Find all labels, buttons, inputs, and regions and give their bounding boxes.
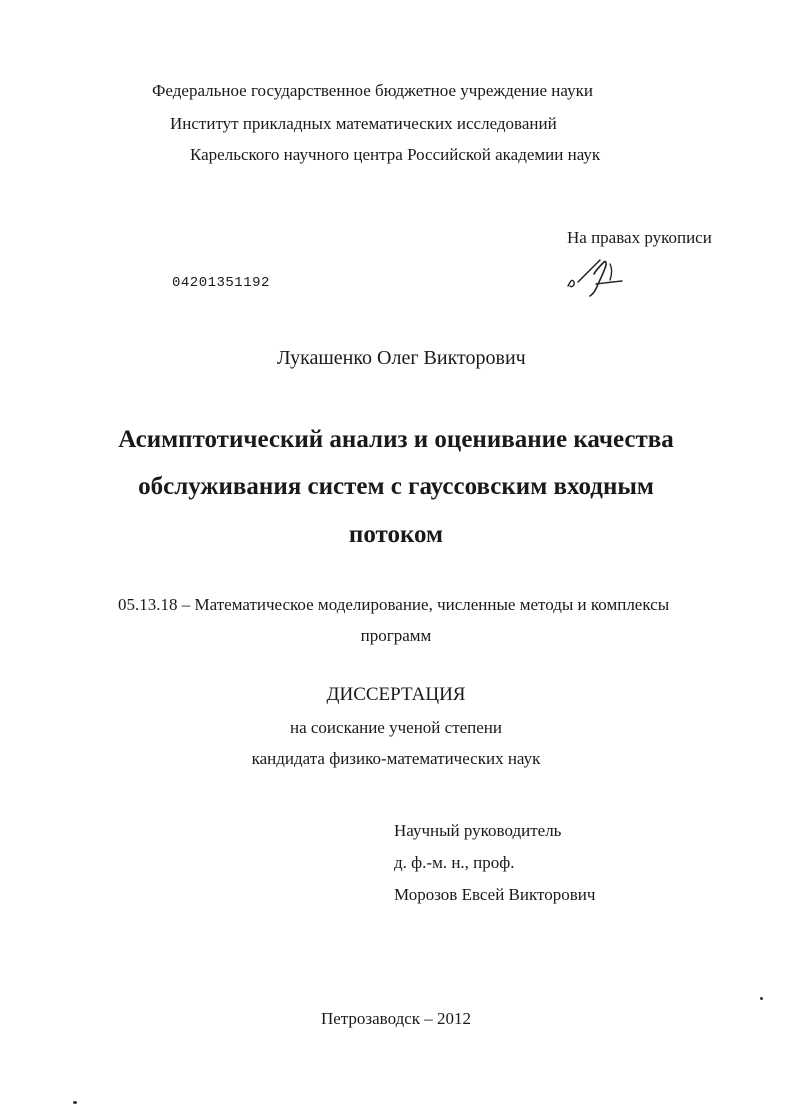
institution-line-3: Карельского научного центра Российской академии наук [190, 145, 601, 164]
supervisor-title: д. ф.-м. н., проф. [394, 853, 515, 872]
dissertation-degree: кандидата физико-математических наук [251, 749, 541, 768]
rights-note: На правах рукописи [567, 228, 712, 247]
institution-line-1: Федеральное государственное бюджетное учреждение науки [152, 81, 593, 100]
specialty-line-1: 05.13.18 – Математическое моделирование, численные методы и комплексы [118, 595, 670, 614]
title-line-3: потоком [348, 521, 444, 548]
institution-line-2: Институт прикладных математических исследований [170, 114, 557, 133]
specialty-line-2: программ [360, 626, 432, 645]
supervisor-name: Морозов Евсей Викторович [394, 885, 596, 904]
author-name: Лукашенко Олег Викторович [277, 347, 526, 369]
place-year: Петрозаводск – 2012 [320, 1009, 472, 1028]
scan-speck [73, 1101, 77, 1104]
dissertation-purpose: на соискание ученой степени [289, 718, 503, 737]
scan-speck [760, 997, 763, 1000]
supervisor-role: Научный руководитель [394, 821, 562, 840]
title-line-2: обслуживания систем с гауссовским входным [138, 473, 654, 500]
signature-image [560, 252, 635, 300]
dissertation-label: ДИССЕРТАЦИЯ [326, 684, 466, 705]
title-line-1: Асимптотический анализ и оценивание качества [118, 426, 674, 453]
serial-number: 04201351192 [172, 275, 270, 291]
